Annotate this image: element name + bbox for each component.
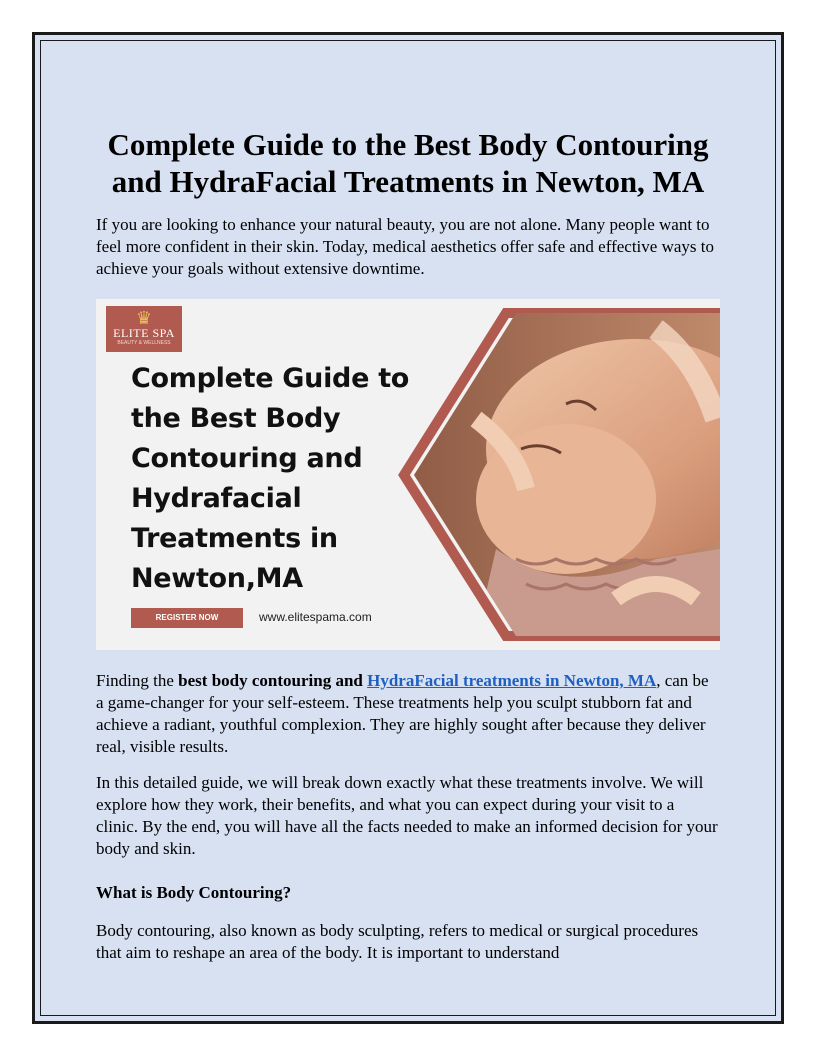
intro-paragraph: If you are looking to enhance your natural beauty, you are not alone. Many people want to feel more confident in their skin. Today, medical aesthetics offer safe and effective ways to achieve your goals without extensive downtime. <box>96 215 714 278</box>
banner-image <box>96 299 720 650</box>
crown-icon: ♛ <box>135 308 153 328</box>
paragraph-guide: In this detailed guide, we will break down exactly what these treatments involve. We will explore how they work, their benefits, and what you can expect during your visit to a clinic. By the end, you will have all the facts needed to make an informed decision for your body and skin. <box>96 773 718 858</box>
section-heading: What is Body Contouring? <box>96 883 292 902</box>
paragraph-body-contouring: Body contouring, also known as body sculpting, refers to medical or surgical procedures that aim to reshape an area of the body. It is important to understand <box>96 921 699 962</box>
banner-headline: Complete Guide to the Best Body Contouring and Hydrafacial Treatments in Newton,MA <box>131 363 410 594</box>
register-now-button[interactable]: REGISTER NOW <box>131 608 243 628</box>
logo-text: ELITE SPA <box>113 326 175 340</box>
paragraph-finding <box>96 670 720 758</box>
elite-spa-logo <box>106 306 182 352</box>
page-title: Complete Guide to the Best Body Contouring and HydraFacial Treatments in Newton, MA <box>107 127 709 199</box>
document-body <box>96 126 720 964</box>
p2-lead: Finding the <box>96 671 179 690</box>
logo-tagline: BEAUTY & WELLNESS <box>117 340 171 346</box>
banner-url: www.elitespama.com <box>259 610 372 624</box>
p2-bold-text: best body contouring and <box>178 671 368 690</box>
hydrafacial-link[interactable]: HydraFacial treatments in Newton, MA <box>367 671 657 690</box>
p2-tail: , can be a game-changer for your self-esteem. These treatments help you sculpt stubborn fat and achieve a radiant, youthful complexion. They are highly sought after because they deliver real, visible results. <box>96 671 709 756</box>
